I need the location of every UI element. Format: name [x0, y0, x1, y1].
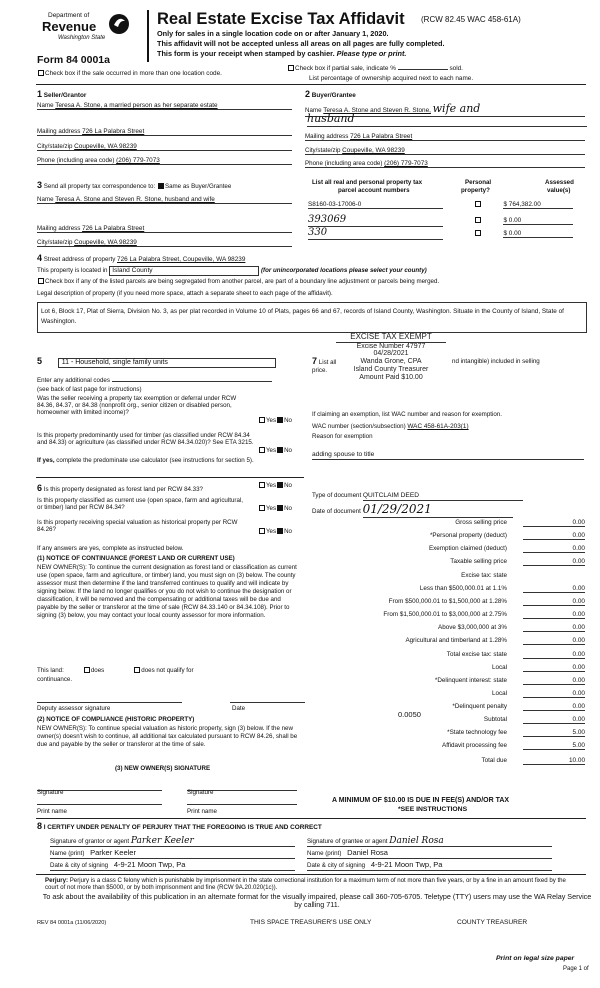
dept-line2: Revenue — [42, 19, 97, 34]
tax-row — [300, 598, 585, 608]
segregated-checkbox[interactable] — [38, 278, 44, 284]
parcel-number[interactable]: 393069 — [308, 214, 443, 227]
personal-property-row: 7 List all — [312, 356, 337, 366]
tax-row-value[interactable]: 0.00 — [523, 664, 585, 672]
parcel-number[interactable]: 330 — [308, 227, 443, 240]
any-yes-note: If any answers are yes, complete as instructed below. — [37, 545, 184, 552]
buyer-city[interactable]: Coupeville, WA 98239 — [342, 147, 405, 154]
tax-row — [300, 585, 585, 595]
see-instructions: (see back of last page for instructions) — [37, 386, 142, 393]
property-street[interactable]: 726 La Palabra Street, Coupeville, WA 98239 — [117, 256, 246, 263]
buyer-phone[interactable]: (206) 779-7073 — [384, 160, 428, 167]
tax-row — [300, 624, 585, 634]
deputy-signature-label: Deputy assessor signature — [37, 705, 111, 712]
personal-property-checkbox[interactable] — [475, 230, 481, 236]
current-use-question: Is this property classified as current use (open space, farm and agricultural, or timber) land per RCW 84.34? — [37, 497, 244, 512]
tax-row-value[interactable]: 0.00 — [523, 677, 585, 685]
tax-row-value[interactable]: 5.00 — [523, 742, 585, 750]
tax-row-value[interactable]: 0.00 — [523, 598, 585, 606]
tax-row — [300, 545, 585, 555]
tax-row-label: Subtotal — [483, 716, 507, 723]
alternate-format-note: To ask about the availability of this publication in an alternate format for the visually impaired, please call 360-705-6705. Teletype (TTY) users may use the WA Relay Service by calling 711. — [42, 892, 592, 910]
exemption-yes-checkbox[interactable] — [259, 417, 265, 423]
exemption-no-checkbox[interactable] — [277, 417, 283, 423]
historic-yes-checkbox[interactable] — [259, 528, 265, 534]
legal-size-note: Print on legal size paper — [496, 955, 575, 962]
timber-yes-checkbox[interactable] — [259, 447, 265, 453]
tax-row-value[interactable]: 0.00 — [523, 558, 585, 566]
parcel-heading-1: List all real and personal property tax — [312, 179, 423, 186]
parcel-heading-2: parcel account numbers — [338, 187, 410, 194]
tax-row — [300, 716, 585, 726]
revision-label: REV 84 0001a (11/06/2020) — [37, 920, 107, 926]
grantor-date-row: Date & city of signing 4-9-21 Moon Twp, Pa — [50, 861, 295, 871]
multi-location-row: Check box if the sale occurred in more than one location code. — [37, 70, 222, 77]
correspondence-heading: 3 Send all property tax correspondence to: Same as Buyer/Grantee — [37, 180, 232, 190]
reason-label: Reason for exemption — [312, 433, 373, 440]
assessed-value[interactable]: $ 764,382.00 — [503, 201, 573, 209]
correspondence-address-row: Mailing address 726 La Palabra Street — [37, 225, 292, 233]
tax-row-label: Exemption claimed (deduct) — [428, 545, 507, 552]
tax-row — [300, 519, 585, 529]
legal-description[interactable]: Lot 6, Block 17, Plat of Sierra, Division No. 3, as per plat recorded in Volume 10 of Plats, pages 66 and 67, records of Island County, Washington. Situate in the County of Island, State of Washington. — [37, 302, 587, 333]
forest-yes-no: Yes No — [258, 482, 292, 489]
list-percentage-note: List percentage of ownership acquired next to each name. — [309, 75, 474, 82]
seller-name[interactable]: Teresa A. Stone, a married person as her separate estate — [55, 102, 218, 109]
owner-signature-label-2: Signature — [187, 789, 214, 796]
tax-row — [300, 611, 585, 621]
owner-print-label-1: Print name — [37, 808, 67, 815]
seller-name-row: Name Teresa A. Stone, a married person as her separate estate — [37, 102, 292, 110]
tax-row-value[interactable]: 0.00 — [523, 651, 585, 659]
land-row: This land: does does not qualify for — [37, 667, 194, 674]
owner-print-line-1[interactable] — [37, 797, 162, 805]
tax-row-label: From $1,500,000.01 to $3,000,000 at 2.75% — [383, 611, 507, 618]
tax-row-value[interactable]: 0.00 — [523, 637, 585, 645]
seller-phone[interactable]: (206) 779-7073 — [116, 157, 160, 164]
personal-heading-2: property? — [461, 187, 490, 194]
timber-if-yes: If yes, complete the predominate use calculator (see instructions for section 5). — [37, 457, 254, 464]
exemption-question: Was the seller receiving a property tax exemption or deferral under RCW 84.36, 84.37, or 84.38 (nonprofit org., senior citizen or disabled person, homeowner with limited income)? — [37, 395, 237, 417]
historic-question: Is this property receiving special valuation as historical property per RCW 84.26? — [37, 519, 238, 534]
form-number: Form 84 0001a — [37, 54, 110, 66]
compliance-heading: (2) NOTICE OF COMPLIANCE (HISTORIC PROPERTY) — [37, 716, 195, 723]
same-as-buyer-checkbox[interactable] — [158, 183, 164, 189]
owner-signature-label-1: Signature — [37, 789, 64, 796]
deputy-signature-line[interactable] — [37, 695, 182, 703]
correspondence-city-row: City/state/zip Coupeville, WA 98239 — [37, 239, 292, 247]
tax-row-value[interactable]: 0.00 — [523, 532, 585, 540]
tax-row-label: Gross selling price — [455, 519, 507, 526]
tax-row-label: Affidavit processing fee — [442, 742, 507, 749]
continuance-heading: (1) NOTICE OF CONTINUANCE (FOREST LAND OR CURRENT USE) — [37, 555, 235, 562]
tax-row — [300, 558, 585, 568]
county-treasurer-label: COUNTY TREASURER — [457, 919, 528, 926]
certify-row: 8 I CERTIFY UNDER PENALTY OF PERJURY THAT THE FOREGOING IS TRUE AND CORRECT — [37, 821, 322, 831]
subtitle-1: Only for sales in a single location code on or after January 1, 2020. — [157, 29, 389, 38]
tax-row-label: Taxable selling price — [450, 558, 507, 565]
tax-row-value[interactable]: 0.00 — [523, 703, 585, 711]
tax-row-value[interactable]: 0.00 — [523, 690, 585, 698]
grantee-date[interactable]: 4-9-21 Moon Twp, Pa — [370, 860, 443, 869]
assessed-value[interactable]: $ 0.00 — [503, 217, 573, 225]
dept-line1: Department of — [48, 12, 90, 19]
does-checkbox[interactable] — [84, 667, 90, 673]
tax-row-value[interactable]: 0.00 — [523, 585, 585, 593]
partial-percent-field[interactable] — [398, 69, 448, 70]
continuance-text: NEW OWNER(S): To continue the current designation as forest land or classification as current use (open space, farm and agriculture, or timber) land, you must sign on (3) below. The county assessor must then determine if the land transferred continues to qualify and will indicate by signing below. If the land no longer qualifies or you do not wish to continue the designation or classification, it will be removed and the compensating or additional taxes will be due and payable by the seller or transferor at the time of sale (RCW 84.33.140 or 84.34.108). Prior to signing (3) below, you may contact your local county assessor for more information. — [37, 564, 297, 620]
tax-row — [300, 572, 585, 582]
buyer-phone-row: Phone (including area code) (206) 779-7073 — [305, 160, 585, 168]
dor-logo — [38, 12, 136, 52]
location-row: This property is located in Island County (for unincorporated locations please select your county) — [37, 267, 427, 274]
land-use-row: 5 11 - Household, single family units — [37, 356, 276, 368]
tax-row-value[interactable]: 10.00 — [523, 757, 585, 765]
parcel-row — [308, 214, 573, 227]
grantee-signature[interactable]: Daniel Rosa — [389, 836, 444, 846]
doc-type[interactable]: QUITCLAIM DEED — [363, 492, 523, 501]
segregated-row: Check box if any of the listed parcels are being segregated from another parcel, are part of a boundary line adjustment or parcels being merged. — [37, 278, 439, 285]
new-owner-signature-heading: (3) NEW OWNER(S) SIGNATURE — [115, 765, 211, 772]
partial-sale-checkbox[interactable] — [288, 65, 294, 71]
page-number: Page 1 of — [563, 966, 589, 972]
local-rate: 0.0050 — [398, 710, 421, 719]
reason-field[interactable]: adding spouse to title — [312, 451, 584, 460]
parcel-row — [308, 227, 573, 240]
street-row: 4 Street address of property 726 La Palabra Street, Coupeville, WA 98239 — [37, 253, 246, 263]
form-title: Real Estate Excise Tax Affidavit — [157, 10, 405, 28]
treasurer-stamp: EXCISE TAX EXEMPT Excise Number 47977 04/28/2021 Wanda Grone, CPA Island County Treasurer Amount Paid $10.00 — [336, 333, 446, 381]
exemption-yes-no: Yes No — [258, 417, 292, 424]
claim-note: If claiming an exemption, list WAC number and reason for exemption. — [312, 411, 502, 418]
assessed-value[interactable]: $ 0.00 — [503, 230, 573, 238]
tax-row — [300, 757, 585, 767]
buyer-city-row: City/state/zip Coupeville, WA 98239 — [305, 147, 585, 155]
current-use-no-checkbox[interactable] — [277, 505, 283, 511]
tax-row — [300, 651, 585, 661]
additional-codes-row: Enter any additional codes — [37, 377, 272, 384]
seller-city[interactable]: Coupeville, WA 98239 — [74, 143, 137, 150]
deputy-date-line[interactable] — [230, 695, 305, 703]
wac-number[interactable]: WAC 458-61A-203(1) — [407, 423, 469, 430]
land-use-select[interactable]: 11 - Household, single family units — [58, 358, 276, 368]
tax-row — [300, 664, 585, 674]
assessed-heading-1: Assessed — [545, 179, 574, 186]
grantee-signature-row: Signature of grantee or agent Daniel Rosa — [307, 836, 552, 847]
historic-yes-no: Yes No — [258, 528, 292, 535]
personal-property-checkbox[interactable] — [475, 217, 481, 223]
current-use-yes-checkbox[interactable] — [259, 505, 265, 511]
tax-row-label: From $500,000.01 to $1,500,000 at 1.28% — [388, 598, 507, 605]
legal-label: Legal description of property (if you need more space, attach a separate sheet to each page of the affidavit). — [37, 290, 333, 297]
tax-row-value[interactable]: 0.00 — [523, 545, 585, 553]
tax-row — [300, 532, 585, 542]
tax-row-value[interactable]: 0.00 — [523, 519, 585, 527]
grantor-name-row: Name (print) Parker Keeler — [50, 849, 295, 859]
seller-heading: 1 Seller/Grantor — [37, 89, 87, 99]
seller-phone-row: Phone (including area code) (206) 779-7073 — [37, 157, 292, 165]
buyer-handwriting-1: wife and — [432, 102, 481, 115]
owner-print-label-2: Print name — [187, 808, 217, 815]
tax-row-label: *State technology fee — [447, 729, 507, 736]
multi-location-checkbox[interactable] — [38, 70, 44, 76]
tax-row-label: Less than $500,000.01 at 1.1% — [419, 585, 507, 592]
correspondence-name[interactable]: Teresa A. Stone and Steven R. Stone, husband and wife — [55, 196, 215, 203]
continuance-word: continuance. — [37, 676, 73, 683]
tax-row-label: Agricultural and timberland at 1.28% — [405, 637, 507, 644]
perjury-note: Perjury: Perjury is a class C felony which is punishable by imprisonment in the state correctional institution for a maximum term of not more than five years, or by a fine in an amount fixed by the court of not more than $5000, or by both imprisonment and fine (RCW 9A.20.020(1c)). — [45, 877, 566, 891]
seller-address-row: Mailing address 726 La Palabra Street — [37, 128, 292, 136]
buyer-name[interactable]: Teresa A. Stone and Steven R. Stone, — [323, 107, 431, 114]
tax-row-label: Local — [491, 664, 507, 671]
tax-row-label: Total excise tax: state — [446, 651, 507, 658]
doc-date-row: Date of document 01/29/2021 — [312, 503, 513, 518]
tax-row-value[interactable]: 0.00 — [523, 716, 585, 724]
county-select[interactable]: Island County — [109, 266, 259, 276]
parcel-row — [308, 201, 573, 209]
correspondence-city[interactable]: Coupeville, WA 98239 — [74, 239, 137, 246]
grantor-name[interactable]: Parker Keeler — [90, 848, 136, 857]
tax-row-label: *Delinquent penalty — [452, 703, 507, 710]
current-use-yes-no: Yes No — [258, 505, 292, 512]
wac-row: WAC number (section/subsection) WAC 458-61A-203(1) — [312, 423, 469, 430]
personal-property-checkbox[interactable] — [475, 201, 481, 207]
tax-row-label: *Delinquent interest: state — [434, 677, 507, 684]
buyer-handwriting-2: husband — [307, 113, 587, 127]
header-divider — [147, 10, 149, 62]
parcel-number[interactable]: S8160-03-17006-0 — [308, 201, 443, 209]
historic-no-checkbox[interactable] — [277, 528, 283, 534]
logo-swirl-icon — [107, 12, 131, 36]
tax-row-label: Above $3,000,000 at 3% — [438, 624, 507, 631]
grantee-name-row: Name (print) Daniel Rosa — [307, 849, 552, 859]
correspondence-name-row: Name Teresa A. Stone and Steven R. Stone, husband and wife — [37, 196, 292, 204]
additional-codes-field[interactable] — [112, 381, 272, 382]
tax-row-label: Excise tax: state — [461, 572, 507, 579]
timber-yes-no: Yes No — [258, 447, 292, 454]
seller-address[interactable]: 726 La Palabra Street — [82, 128, 145, 135]
tax-row — [300, 677, 585, 687]
correspondence-address[interactable]: 726 La Palabra Street — [82, 225, 145, 232]
tax-row — [300, 729, 585, 739]
buyer-heading: 2 Buyer/Grantee — [305, 89, 356, 99]
minimum-due: A MINIMUM OF $10.00 IS DUE IN FEE(S) AND/OR TAX — [332, 797, 510, 804]
tax-row-label: Local — [491, 690, 507, 697]
compliance-text: NEW OWNER(S): To continue special valuation as historic property, sign (3) below. If the new owner(s) doesn't wish to continue, all additional tax calculated pursuant to RCW 84.26, shall be due and payable by the seller or transferor at the time of sale. — [37, 725, 298, 749]
treasurer-space-label: THIS SPACE TREASURER'S USE ONLY — [250, 919, 372, 926]
see-instructions-note: *SEE INSTRUCTIONS — [398, 806, 468, 813]
forest-question: 6 Is this property designated as forest land per RCW 84.33? — [37, 483, 203, 493]
seller-city-row: City/state/zip Coupeville, WA 98239 — [37, 143, 292, 151]
buyer-name-row: Name Teresa A. Stone and Steven R. Stone, wife and — [305, 103, 585, 117]
forest-yes-checkbox[interactable] — [259, 482, 265, 488]
buyer-address-row: Mailing address 726 La Palabra Street — [305, 133, 585, 141]
grantee-date-row: Date & city of signing 4-9-21 Moon Twp, Pa — [307, 861, 552, 871]
subtitle-2: This affidavit will not be accepted unless all areas on all pages are fully completed. — [157, 39, 445, 48]
personal-property-tail: nd intangible) included in selling — [452, 358, 540, 365]
grantee-name[interactable]: Daniel Rosa — [347, 848, 388, 857]
tax-row — [300, 703, 585, 713]
timber-question: Is this property predominantly used for timber (as classified under RCW 84.34 and 84.33) or agriculture (as classified under RCW 84.34.020)? See ETA 3215. — [37, 432, 254, 447]
grantor-signature-row: Signature of grantor or agent Parker Keeler — [50, 836, 295, 847]
tax-row — [300, 690, 585, 700]
personal-property-price: price. — [312, 367, 328, 374]
grantor-signature[interactable]: Parker Keeler — [130, 836, 194, 846]
assessed-heading-2: value(s) — [547, 187, 571, 194]
buyer-address[interactable]: 726 La Palabra Street — [350, 133, 413, 140]
grantor-date[interactable]: 4-9-21 Moon Twp, Pa — [113, 860, 186, 869]
personal-heading-1: Personal — [465, 179, 492, 186]
timber-no-checkbox[interactable] — [277, 447, 283, 453]
doc-date[interactable]: 01/29/2021 — [363, 503, 513, 518]
owner-print-line-2[interactable] — [187, 797, 297, 805]
subtitle-3: This form is your receipt when stamped by cashier. Please type or print. — [157, 49, 407, 58]
tax-row — [300, 742, 585, 752]
tax-row-value[interactable]: 0.00 — [523, 624, 585, 632]
deputy-date-label: Date — [232, 705, 246, 712]
form-rcw: (RCW 82.45 WAC 458-61A) — [421, 15, 521, 24]
tax-row-label: Total due — [481, 757, 507, 764]
doc-type-row: Type of document QUITCLAIM DEED — [312, 492, 523, 501]
dept-line3: Washington State — [58, 35, 106, 41]
tax-row-value[interactable]: 5.00 — [523, 729, 585, 737]
tax-row-value[interactable]: 0.00 — [523, 611, 585, 619]
tax-row — [300, 637, 585, 647]
forest-no-checkbox[interactable] — [277, 482, 283, 488]
tax-row-label: *Personal property (deduct) — [429, 532, 507, 539]
does-not-checkbox[interactable] — [134, 667, 140, 673]
partial-sale-row: Check box if partial sale, indicate % sold. — [287, 65, 463, 72]
